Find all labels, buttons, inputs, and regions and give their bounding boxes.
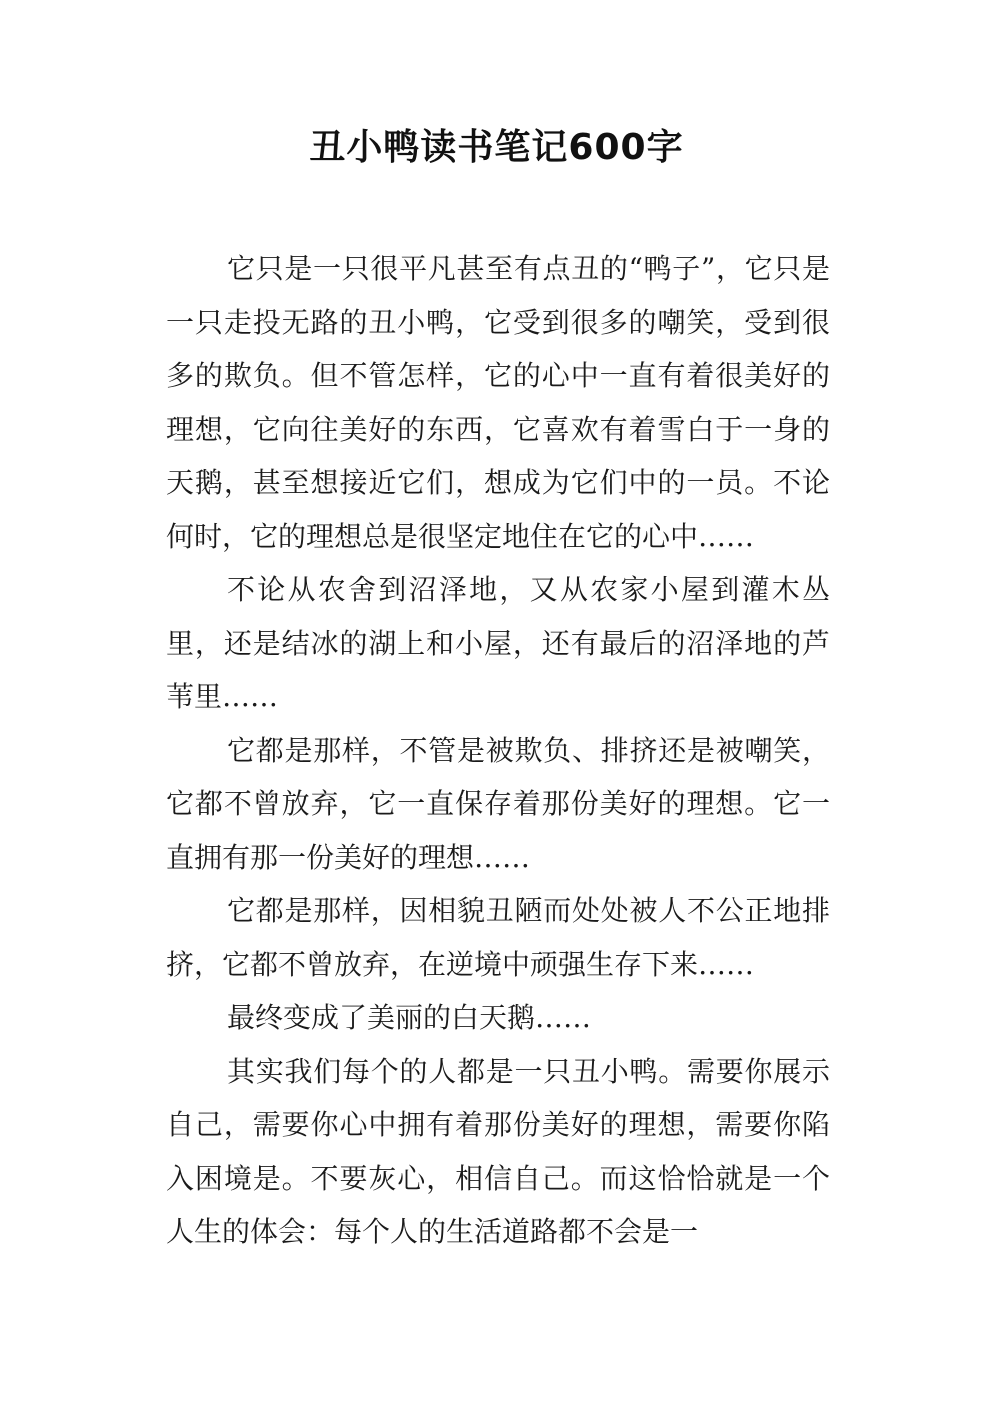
paragraph: 它都是那样，因相貌丑陋而处处被人不公正地排挤，它都不曾放弃，在逆境中顽强生存下来…… <box>166 894 830 981</box>
paragraph: 不论从农舍到沼泽地，又从农家小屋到灌木丛里，还是结冰的湖上和小屋，还有最后的沼泽地的芦苇里…… <box>166 573 830 713</box>
paragraph: 最终变成了美丽的白天鹅…… <box>227 1001 592 1034</box>
paragraph: 其实我们每个的人都是一只丑小鸭。需要你展示自己，需要你心中拥有着那份美好的理想，需要你陷入困境是。不要灰心，相信自己。而这恰恰就是一个人生的体会：每个人的生活道路都不会是一 <box>166 1054 830 1248</box>
paragraph: 它都是那样，不管是被欺负、排挤还是被嘲笑，它都不曾放弃，它一直保存着那份美好的理想。它一直拥有那一份美好的理想…… <box>166 733 830 874</box>
page-title: 丑小鸭读书笔记600字 <box>309 127 684 168</box>
paragraph: 它只是一只很平凡甚至有点丑的“鸭子”，它只是一只走投无路的丑小鸭，它受到很多的嘲笑，受到很多的欺负。但不管怎样，它的心中一直有着很美好的理想，它向往美好的东西，它喜欢有着雪白于一身的天鹅，甚至想接近它们，想成为它们中的一员。不论何时，它的理想总是很坚定地住在它的心中…… <box>166 252 830 553</box>
article-body <box>166 242 830 1259</box>
